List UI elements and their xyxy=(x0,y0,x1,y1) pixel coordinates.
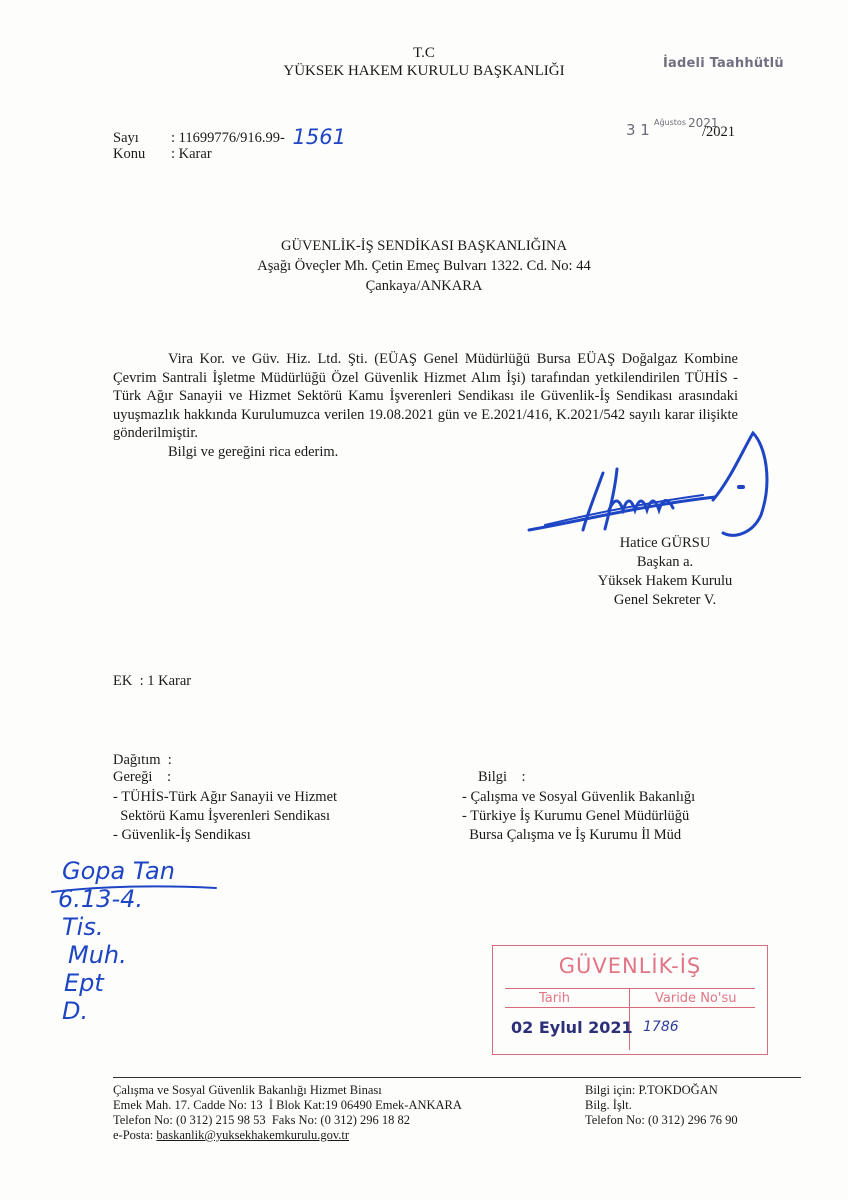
signatory-title-3: Genel Sekreter V. xyxy=(613,592,717,608)
gereği-label: Gereği : xyxy=(113,769,171,785)
handwritten-line: 6.13-4. xyxy=(58,885,143,913)
handwritten-line: Tis. xyxy=(62,913,104,941)
date-stamp xyxy=(626,118,756,142)
bilgi-item: Bursa Çalışma ve İş Kurumu İl Müd xyxy=(462,827,682,843)
registered-mail-stamp: İadeli Taahhütlü xyxy=(663,56,784,71)
recipient-line-1: GÜVENLİK-İŞ SENDİKASI BAŞKANLIĞINA xyxy=(281,238,567,254)
footer-right xyxy=(585,1083,738,1128)
bilgi-item: - Türkiye İş Kurumu Genel Müdürlüğü xyxy=(462,808,690,824)
date-stamp-month: Ağustos xyxy=(654,118,686,127)
footer-email-row xyxy=(113,1128,462,1143)
konu-row xyxy=(113,145,212,163)
handwritten-line: Muh. xyxy=(68,941,127,969)
footer-left-line: Emek Mah. 17. Cadde No: 13 İ Blok Kat:19 06490 Emek-ANKARA xyxy=(113,1098,462,1112)
konu-label: Konu xyxy=(113,146,146,162)
signature-scribble xyxy=(525,425,780,545)
received-stamp-divider xyxy=(505,988,755,989)
footer-left-line: Çalışma ve Sosyal Güvenlik Bakanlığı Hizmet Binası xyxy=(113,1083,382,1097)
footer-right-line: Telefon No: (0 312) 296 76 90 xyxy=(585,1113,738,1127)
body-paragraph-1: Vira Kor. ve Güv. Hiz. Ltd. Şti. (EÜAŞ Genel Müdürlüğü Bursa EÜAŞ Doğalgaz Kombine Çevrim Santrali İşletme Müdürlüğü Özel Güvenlik Hizmet Alım İşi) tarafından yetkilendirilen TÜHİS - Türk Ağır Sanayii ve Hizmet Sektörü Kamu İşverenleri Sendikası ile Güvenlik-İş Sendikası arasındaki uyuşmazlık hakkında Kurulumuzca verilen 19.08.2021 gün ve E.2021/416, K.2021/542 sayılı karar ilişikte gönderilmiştir. xyxy=(113,351,738,441)
sayi-value: : 11699776/916.99- xyxy=(171,130,285,146)
header-institution: YÜKSEK HAKEM KURULU BAŞKANLIĞI xyxy=(283,63,565,79)
gereği-item: - Güvenlik-İş Sendikası xyxy=(113,827,251,843)
footer-left-line: Telefon No: (0 312) 215 98 53 Faks No: (0 312) 296 18 82 xyxy=(113,1113,411,1127)
received-stamp-number: 1786 xyxy=(643,1019,679,1035)
sayi-label: Sayı xyxy=(113,130,139,146)
received-stamp xyxy=(492,945,768,1055)
body-paragraph-2: Bilgi ve gereğini rica ederim. xyxy=(168,443,339,460)
handwritten-line: D. xyxy=(62,997,89,1025)
date-printed: /2021 xyxy=(702,124,736,140)
signatory-title-2: Yüksek Hakem Kurulu xyxy=(597,573,733,589)
bilgi-label: Bilgi : xyxy=(478,769,526,785)
date-stamp-day: 3 1 xyxy=(626,121,650,139)
received-stamp-org: GÜVENLİK-İŞ xyxy=(558,954,702,978)
signatory-name: Hatice GÜRSU xyxy=(619,535,711,551)
footer-email-link[interactable]: baskanlik@yuksekhakemkurulu.gov.tr xyxy=(156,1128,350,1142)
handwritten-underline xyxy=(50,882,220,898)
footer-right-line: Bilg. İşlt. xyxy=(585,1098,632,1112)
sayi-row xyxy=(113,126,346,147)
sayi-handwritten-number: 1561 xyxy=(292,125,346,149)
attachment-line: EK : 1 Karar xyxy=(113,673,192,689)
signatory-title-1: Başkan a. xyxy=(636,554,694,570)
gereği-item: - TÜHİS-Türk Ağır Sanayii ve Hizmet xyxy=(113,789,338,805)
date-stamp-year: 2021 xyxy=(688,116,719,130)
header-tc: T.C xyxy=(413,45,435,61)
konu-value: : Karar xyxy=(171,146,212,162)
received-stamp-divider xyxy=(505,1007,755,1008)
gereği-item: Sektörü Kamu İşverenleri Sendikası xyxy=(113,808,331,824)
footer-left xyxy=(113,1083,462,1143)
handwritten-line: Ept xyxy=(64,969,104,997)
bilgi-item: - Çalışma ve Sosyal Güvenlik Bakanlığı xyxy=(462,789,696,805)
received-stamp-date: 02 Eylul 2021 xyxy=(511,1018,633,1037)
distribution-heading: Dağıtım : xyxy=(113,752,172,768)
handwritten-line: Gopa Tan xyxy=(62,857,175,885)
received-stamp-date-header: Tarih xyxy=(539,991,570,1006)
recipient-line-2: Aşağı Öveçler Mh. Çetin Emeç Bulvarı 1322. Cd. No: 44 xyxy=(257,258,591,274)
footer-divider xyxy=(113,1077,801,1078)
footer-right-line: Bilgi için: P.TOKDOĞAN xyxy=(585,1083,718,1097)
recipient-line-3: Çankaya/ANKARA xyxy=(365,278,483,294)
received-stamp-number-header: Varide No'su xyxy=(655,991,737,1006)
footer-email-label: e-Posta: xyxy=(113,1128,157,1142)
